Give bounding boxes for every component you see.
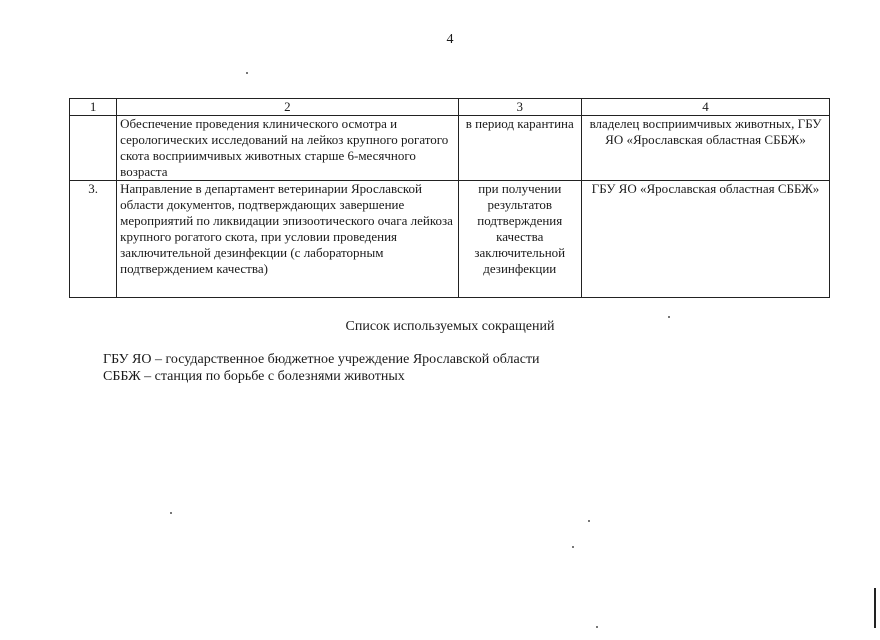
table-row bbox=[70, 181, 830, 298]
page-number: 4 bbox=[446, 32, 454, 47]
scan-speck bbox=[668, 316, 670, 318]
table-header-row bbox=[70, 99, 830, 116]
abbreviation-item: ГБУ ЯО – государственное бюджетное учреждение Ярославской области bbox=[103, 352, 540, 367]
scan-speck bbox=[246, 72, 248, 74]
header-col-3: 3 bbox=[458, 99, 581, 116]
row-number: 3. bbox=[70, 181, 117, 298]
measures-table bbox=[69, 98, 830, 298]
abbreviation-item: СББЖ – станция по борьбе с болезнями животных bbox=[103, 369, 405, 384]
row-responsible: владелец восприимчивых животных, ГБУ ЯО «Ярославская областная СББЖ» bbox=[582, 116, 830, 181]
scan-speck bbox=[596, 626, 598, 628]
table-row bbox=[70, 116, 830, 181]
scan-speck bbox=[170, 512, 172, 514]
scan-speck bbox=[588, 520, 590, 522]
header-col-2: 2 bbox=[117, 99, 458, 116]
row-number bbox=[70, 116, 117, 181]
abbreviations-title: Список используемых сокращений bbox=[345, 319, 555, 334]
header-col-4: 4 bbox=[582, 99, 830, 116]
row-action: Направление в департамент ветеринарии Ярославской области документов, подтверждающих завершение мероприятий по ликвидации эпизоотического очага лейкоза крупного рогатого скота, при условии проведения заключительной дезинфекции (с лабораторным подтверждением качества) bbox=[117, 181, 458, 298]
row-timing: в период карантина bbox=[458, 116, 581, 181]
header-col-1: 1 bbox=[70, 99, 117, 116]
row-responsible: ГБУ ЯО «Ярославская областная СББЖ» bbox=[582, 181, 830, 298]
scan-speck bbox=[572, 546, 574, 548]
row-action: Обеспечение проведения клинического осмотра и серологических исследований на лейкоз крупного рогатого скота восприимчивых животных старше 6-месячного возраста bbox=[117, 116, 458, 181]
row-timing: при получении результатов подтверждения качества заключительной дезинфекции bbox=[458, 181, 581, 298]
scan-edge-mark bbox=[874, 588, 876, 628]
